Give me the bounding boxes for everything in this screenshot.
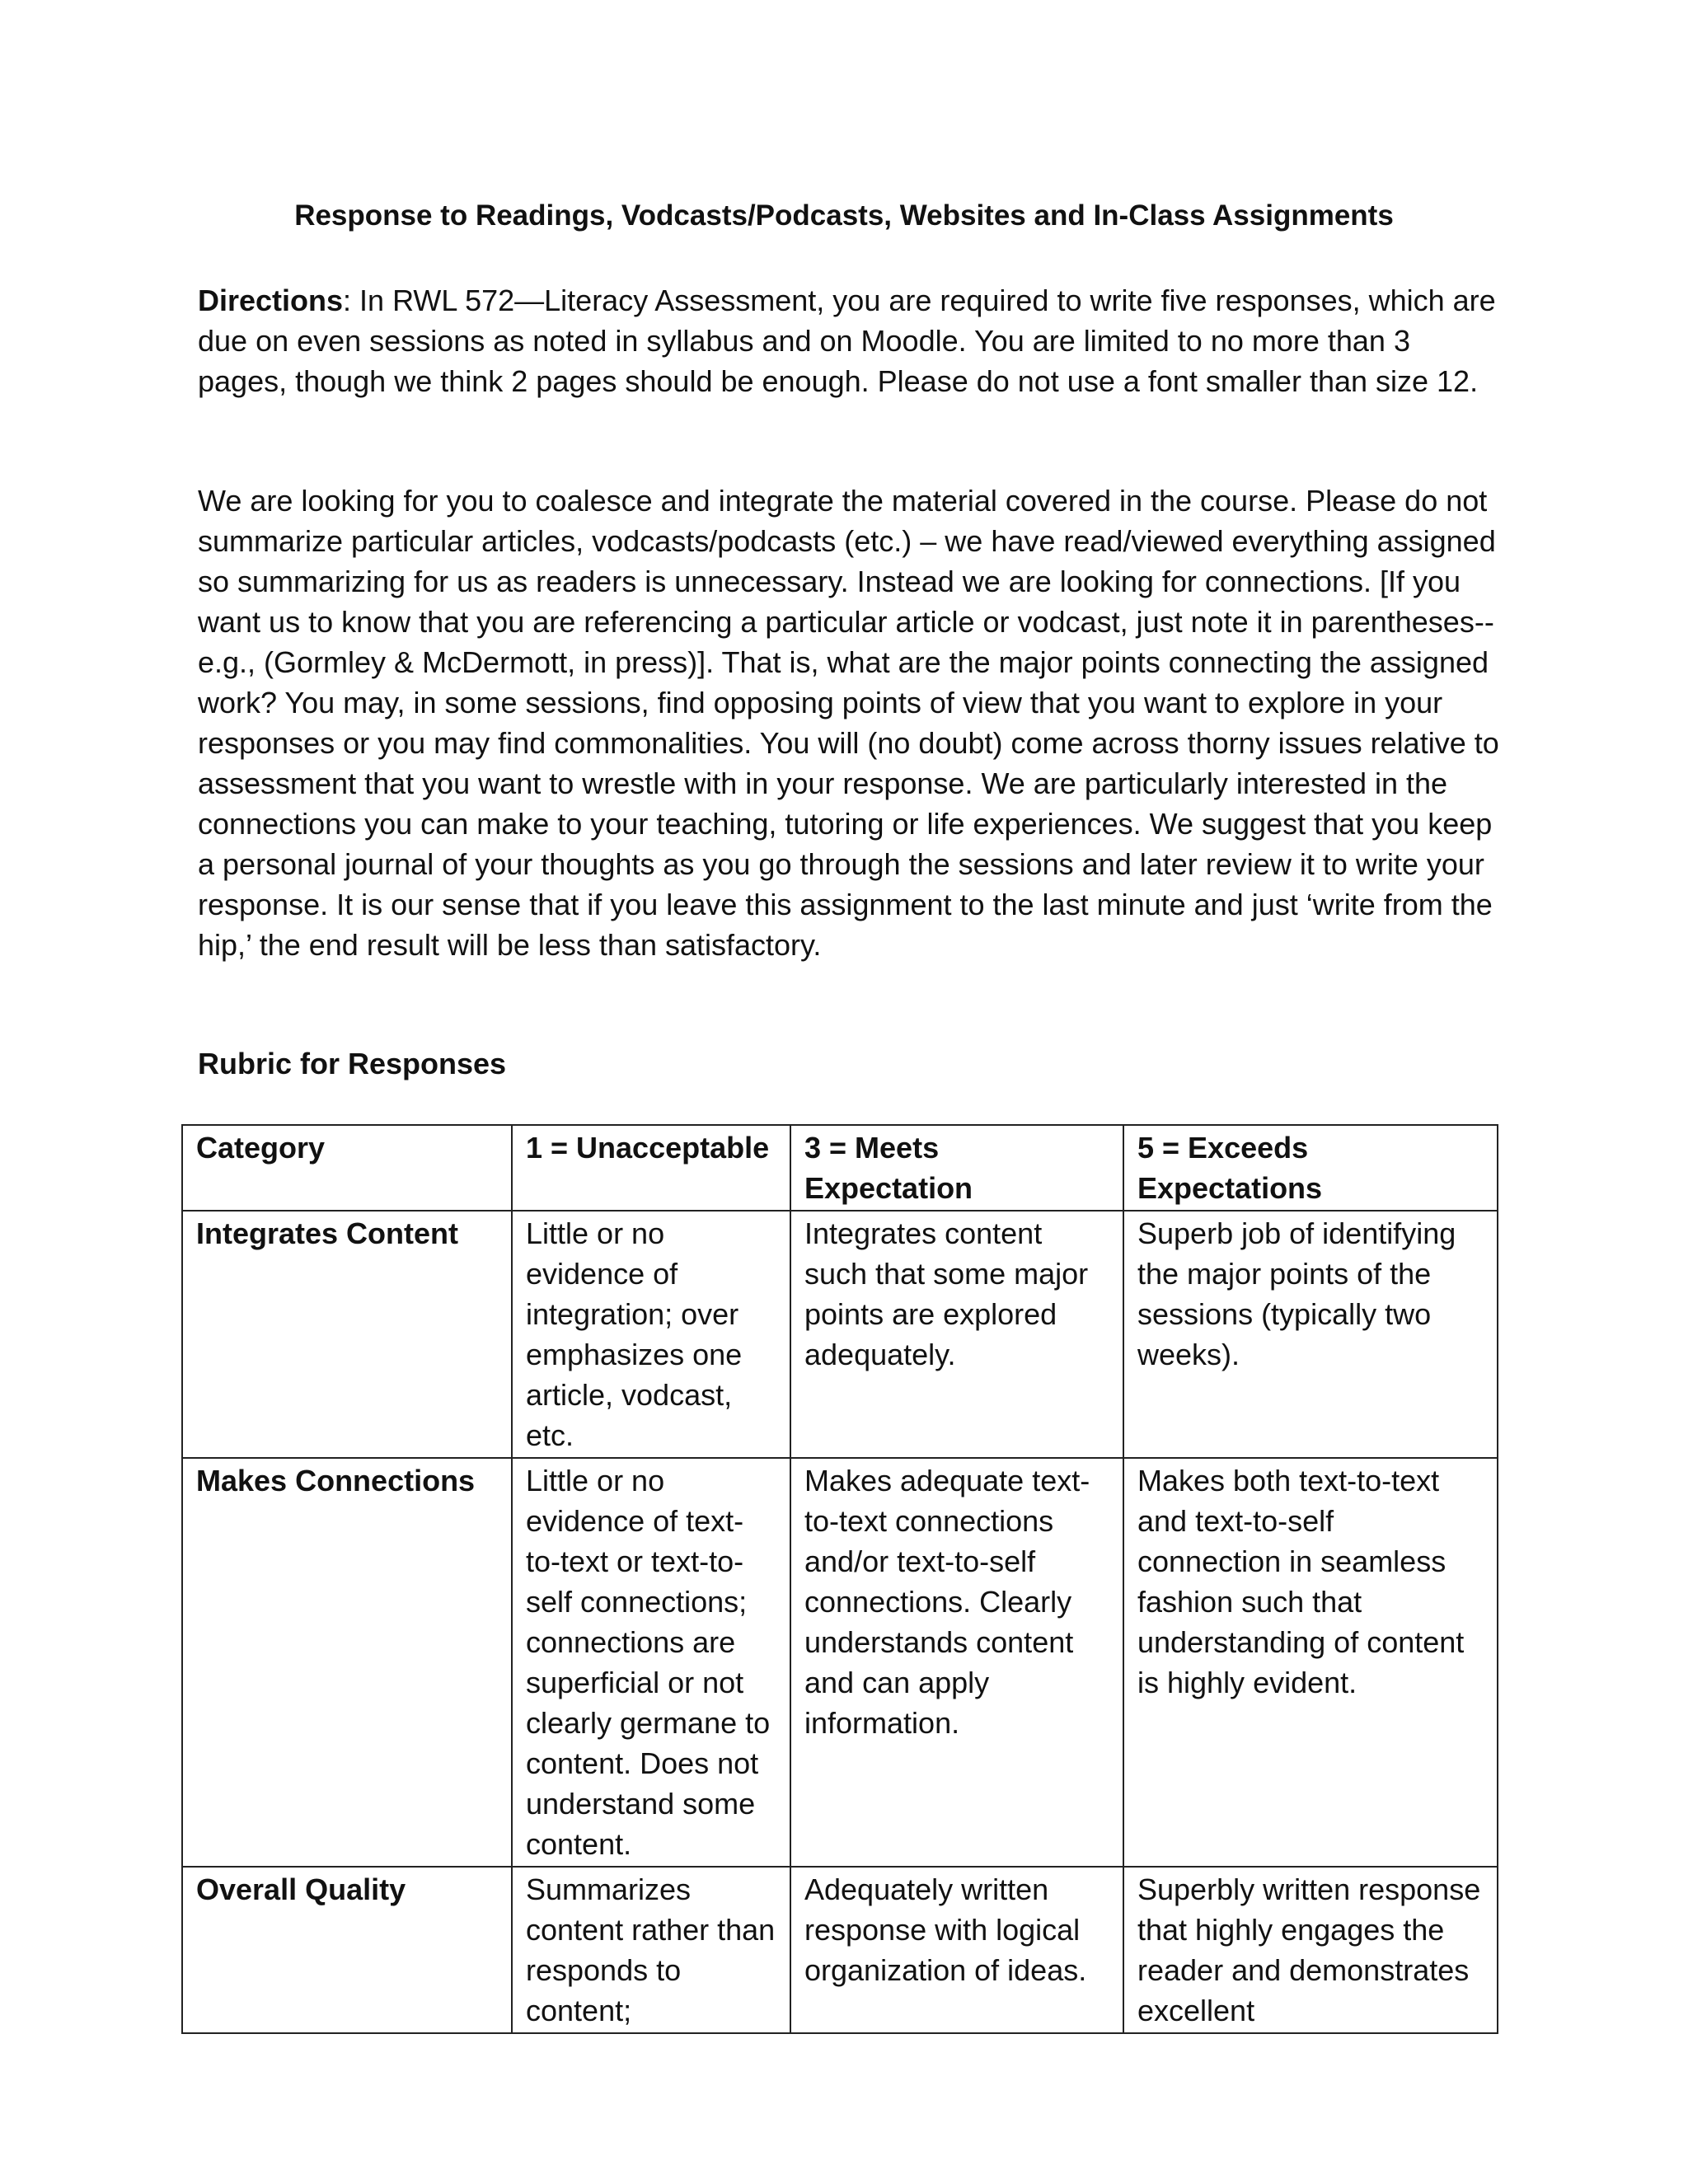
- cell-exceeds: Makes both text-to-text and text-to-self connection in seamless fashion such that understanding of content is highly evident.: [1123, 1458, 1498, 1867]
- cell-meets: Integrates content such that some major points are explored adequately.: [790, 1211, 1123, 1458]
- table-row: [182, 1867, 1498, 2033]
- instructions-paragraph: We are looking for you to coalesce and integrate the material covered in the course. Please do not summarize particular articles, vodcasts/podcasts (etc.) – we have read/viewed everything assigned so summarizing for us as readers is unnecessary. Instead we are looking for connections. [If you want us to know that you are referencing a particular article or vodcast, just note it in parentheses--e.g., (Gormley & McDermott, in press)]. That is, what are the major points connecting the assigned work? You may, in some sessions, find opposing points of view that you want to explore in your responses or you may find commonalities. You will (no doubt) come across thorny issues relative to assessment that you want to wrestle with in your response. We are particularly interested in the connections you can make to your teaching, tutoring or life experiences. We suggest that you keep a personal journal of your thoughts as you go through the sessions and later review it to write your response. It is our sense that if you leave this assignment to the last minute and just ‘write from the hip,’ the end result will be less than satisfactory.: [198, 484, 1499, 962]
- directions-paragraph: [198, 280, 1500, 401]
- cell-meets: Makes adequate text-to-text connections and/or text-to-self connections. Clearly understands content and can apply information.: [790, 1458, 1123, 1867]
- cell-unacceptable: Little or no evidence of integration; over emphasizes one article, vodcast, etc.: [512, 1211, 790, 1458]
- rubric-table: [181, 1124, 1498, 2034]
- cell-exceeds: Superb job of identifying the major points of the sessions (typically two weeks).: [1123, 1211, 1498, 1458]
- table-row: [182, 1211, 1498, 1458]
- row-category: Makes Connections: [182, 1458, 512, 1867]
- row-category: Overall Quality: [182, 1867, 512, 2033]
- header-meets-expectation: 3 = Meets Expectation: [790, 1125, 1123, 1211]
- directions-label: Directions: [198, 284, 344, 317]
- rubric-heading: Rubric for Responses: [198, 1047, 507, 1080]
- rubric-header-row: [182, 1125, 1498, 1211]
- cell-unacceptable: Little or no evidence of text-to-text or text-to-self connections; connections are superficial or not clearly germane to content. Does not understand some content.: [512, 1458, 790, 1867]
- table-row: [182, 1458, 1498, 1867]
- row-category: Integrates Content: [182, 1211, 512, 1458]
- page-title: Response to Readings, Vodcasts/Podcasts, Websites and In-Class Assignments: [294, 199, 1394, 232]
- header-category: Category: [182, 1125, 512, 1211]
- cell-exceeds: Superbly written response that highly engages the reader and demonstrates excellent: [1123, 1867, 1498, 2033]
- header-exceeds-expectations: 5 = Exceeds Expectations: [1123, 1125, 1498, 1211]
- directions-text: : In RWL 572—Literacy Assessment, you are required to write five responses, which are due on even sessions as noted in syllabus and on Moodle. You are limited to no more than 3 pages, though we think 2 pages should be enough. Please do not use a font smaller than size 12.: [198, 284, 1496, 398]
- cell-unacceptable: Summarizes content rather than responds to content;: [512, 1867, 790, 2033]
- cell-meets: Adequately written response with logical organization of ideas.: [790, 1867, 1123, 2033]
- header-unacceptable: 1 = Unacceptable: [512, 1125, 790, 1211]
